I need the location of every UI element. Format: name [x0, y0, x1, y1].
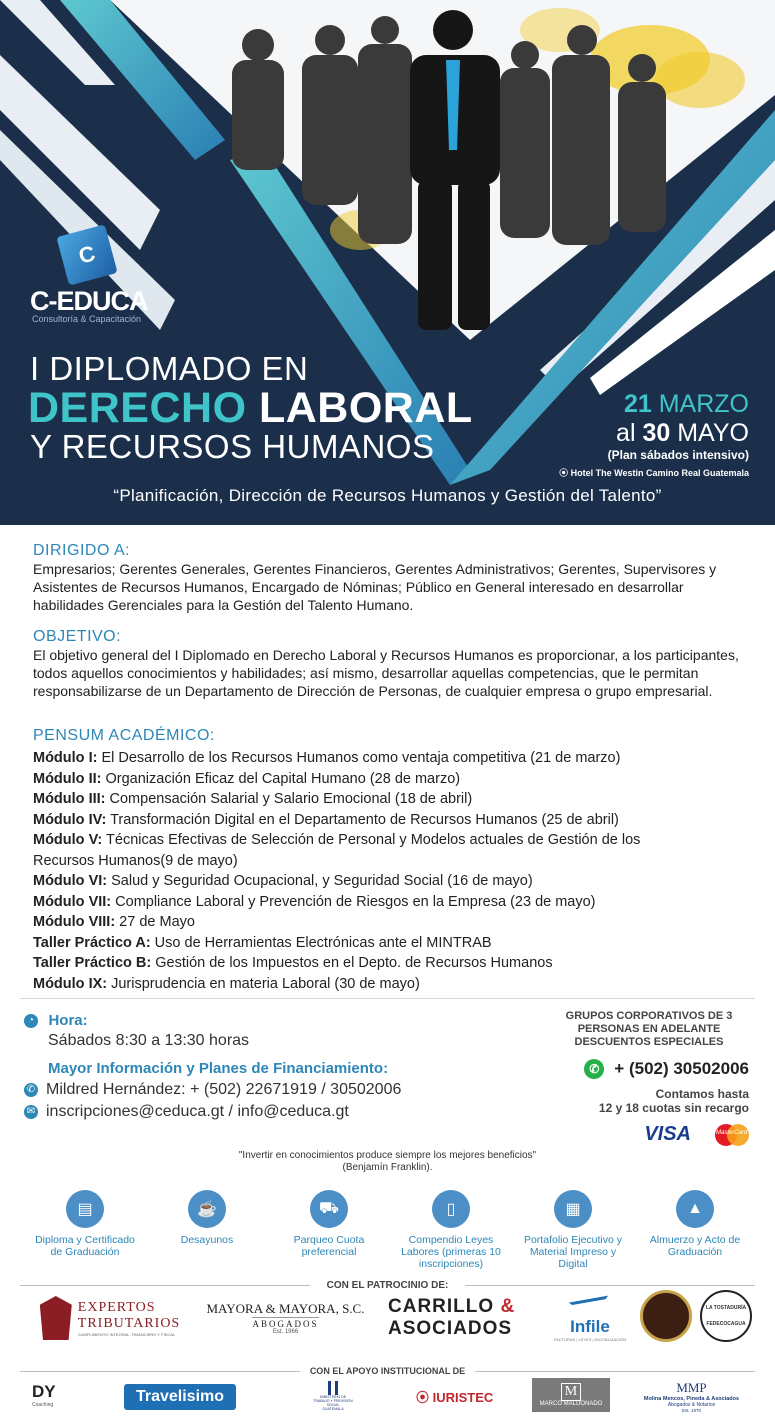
molina-mencos-logo [634, 1374, 749, 1418]
plan-note: (Plan sábados intensivo) [607, 448, 749, 462]
diploma-icon: ▤ [66, 1190, 104, 1228]
contact-heading: Mayor Información y Planes de Financiamiento: [48, 1060, 389, 1077]
quote [0, 1150, 775, 1174]
mintrab-line-3: GUATEMALA [322, 1407, 344, 1411]
mayora-logo [198, 1290, 373, 1346]
schedule-value: Sábados 8:30 a 13:30 horas [48, 1032, 250, 1049]
email-text[interactable]: inscripciones@ceduca.gt / info@ceduca.gt [46, 1103, 349, 1120]
dirigido-heading: DIRIGIDO A: [33, 542, 131, 559]
end-month: MAYO [677, 419, 749, 447]
module-text: Jurisprudencia en materia Laboral (30 de mayo) [107, 975, 420, 992]
portfolio-icon: ▦ [554, 1190, 592, 1228]
molina-mark: MMP [676, 1379, 707, 1395]
event-dates [559, 390, 749, 479]
brand-name: C-EDUCA [30, 286, 148, 316]
module-label: Módulo III: [33, 791, 106, 807]
module-text: Técnicas Efectivas de Selección de Personal y Modelos actuales de Gestión de los Recursos Humanos(9 de mayo) [33, 832, 641, 869]
infile-name: Infile [570, 1316, 610, 1336]
module-text: Compensación Salarial y Salario Emocional (18 de abril) [105, 791, 473, 807]
phone-row[interactable] [24, 1081, 524, 1099]
sponsor-logos [20, 1290, 755, 1350]
module-label: Módulo I: [33, 750, 98, 766]
benefit-item [640, 1190, 750, 1270]
module-item [33, 789, 753, 810]
divider [465, 1285, 755, 1286]
start-day: 21 [623, 390, 652, 418]
hero-banner [0, 0, 775, 525]
title-line-2 [28, 384, 473, 433]
quote-text: "Invertir en conocimientos produce siempre los mejores beneficios" [238, 1150, 537, 1161]
motto: “Planificación, Dirección de Recursos Humanos y Gestión del Talento” [113, 486, 662, 505]
module-label: Módulo VII: [33, 893, 112, 910]
location-pin-icon: ⦿ [559, 468, 571, 478]
module-item [33, 892, 753, 913]
clock-icon: ◔ [24, 1014, 38, 1028]
section-pensum [33, 727, 748, 745]
module-item [33, 912, 753, 933]
payment-cards [549, 1123, 749, 1146]
module-text: Uso de Herramientas Electrónicas ante el MINTRAB [150, 934, 492, 951]
end-day: 30 [642, 419, 671, 447]
installments-line-1: Contamos hasta [655, 1087, 749, 1101]
email-row[interactable] [24, 1103, 524, 1121]
coffee-seal-logo [640, 1290, 692, 1342]
benefit-item [152, 1190, 262, 1270]
benefit-label: Parqueo Cuota preferencial [293, 1234, 365, 1258]
carrillo-logo [388, 1290, 538, 1346]
title-word-derecho: DERECHO [28, 384, 247, 432]
module-item [33, 748, 753, 769]
quote-author: (Benjamín Franklin). [342, 1162, 433, 1173]
phone-icon: ✆ [24, 1083, 38, 1097]
iuristec-mark-icon: ⦿ [416, 1389, 433, 1405]
benefit-item [396, 1190, 506, 1270]
dirigido-text: Empresarios; Gerentes Generales, Gerentes Financieros, Gerentes Administrativos; Gerentes, Supervisores y Asistentes de Recursos Humanos, Encargado de Nóminas; Público en General interesado en desarrollar habilidades Gerenciales para la Gestión del Talento Humano. [33, 561, 717, 613]
carrillo-line-2: ASOCIADOS [388, 1318, 513, 1339]
venue-name: Hotel The Westin Camino Real Guatemala [570, 468, 749, 478]
module-label: Módulo IV: [33, 811, 107, 828]
marco-maldonado-logo [532, 1378, 610, 1412]
benefit-item [518, 1190, 628, 1270]
molina-line-2: Abogados & Notarios [667, 1401, 716, 1408]
dy-coaching-logo [32, 1374, 82, 1416]
carrillo-amp: & [500, 1296, 516, 1317]
mintrab-line-1: MINISTERIO DE [319, 1395, 347, 1399]
module-label: Taller Práctico A: [33, 934, 151, 951]
benefit-label: Portafolio Ejecutivo y Material Impreso y Digital [523, 1234, 623, 1270]
mayora-line-3: Est. 1966 [272, 1329, 299, 1335]
section-objetivo [33, 628, 748, 700]
installments-line-2: 12 y 18 cuotas sin recargo [598, 1101, 749, 1115]
dy-sub: Coaching [32, 1402, 54, 1408]
module-label: Módulo II: [33, 770, 102, 787]
carrillo-line-1: CARRILLO [388, 1296, 495, 1317]
whatsapp-number[interactable]: + (502) 30502006 [614, 1059, 749, 1078]
pensum-heading: PENSUM ACADÉMICO: [33, 727, 215, 744]
section-dirigido [33, 542, 748, 614]
module-label: Módulo VI: [33, 873, 108, 889]
module-text: Organización Eficaz del Capital Humano (28 de marzo) [101, 770, 461, 787]
molina-line-3: Est. 1970 [681, 1407, 701, 1413]
iuristec-name: IURISTEC [432, 1389, 494, 1405]
mayora-line-2: ABOGADOS [252, 1319, 319, 1329]
tostaduria-logo [700, 1290, 752, 1342]
benefit-label: Almuerzo y Acto de Graduación [649, 1234, 741, 1258]
module-item [33, 769, 753, 790]
email-icon: ✉ [24, 1105, 38, 1119]
module-text: Compliance Laboral y Prevención de Riesgos en la Empresa (23 de mayo) [111, 893, 596, 910]
benefit-item [30, 1190, 140, 1270]
divider [475, 1371, 755, 1372]
expertos-line-3: CUMPLIMIENTO INTEGRAL, FINANCIERO Y FISCAL [77, 1331, 176, 1337]
mastercard-logo [715, 1124, 749, 1146]
support-logos [20, 1374, 755, 1418]
shield-icon [40, 1296, 72, 1340]
module-label: Módulo VIII: [33, 914, 116, 930]
module-text: Transformación Digital en el Departamento de Recursos Humanos (25 de abril) [106, 811, 619, 828]
installments [549, 1087, 749, 1115]
objetivo-heading: OBJETIVO: [33, 628, 122, 645]
iuristec-logo [416, 1374, 506, 1418]
benefit-label: Diploma y Certificado de Graduación [35, 1234, 135, 1258]
whatsapp-row[interactable] [549, 1059, 749, 1079]
infile-logo [550, 1290, 630, 1350]
module-item [33, 830, 693, 871]
support-heading: CON EL APOYO INSTITUCIONAL DE [309, 1366, 466, 1376]
module-text: 27 de Mayo [115, 914, 195, 930]
module-text: Gestión de los Impuestos en el Depto. de Recursos Humanos [151, 955, 553, 971]
module-text: Salud y Seguridad Ocupacional, y Seguridad Social (16 de mayo) [107, 873, 533, 889]
mastercard-text: MasterCard [716, 1129, 748, 1136]
title-line-3: Y RECURSOS HUMANOS [30, 428, 435, 465]
module-item [33, 974, 753, 995]
group-discount-text: GRUPOS CORPORATIVOS DE 3 PERSONAS EN ADELANTE DESCUENTOS ESPECIALES [565, 1010, 733, 1048]
group-offer [549, 1010, 749, 1146]
schedule [24, 1012, 249, 1050]
expertos-line-2: TRIBUTARIOS [77, 1315, 181, 1331]
module-item [33, 933, 753, 954]
sponsors-heading: CON EL PATROCINIO DE: [326, 1280, 449, 1291]
book-icon: ▯ [432, 1190, 470, 1228]
brand-tagline: Consultoría & Capacitación [32, 314, 142, 324]
dy-text: DY [32, 1382, 56, 1401]
ceduca-logo [30, 228, 150, 328]
module-text: El Desarrollo de los Recursos Humanos como ventaja competitiva (21 de marzo) [97, 750, 621, 766]
mintrab-mark-icon [328, 1381, 338, 1395]
infile-sub: FACTURAS | LEYES | DIGITALIZACIÓN [553, 1336, 627, 1342]
divider [20, 998, 755, 999]
benefit-label: Desayunos [180, 1234, 234, 1246]
logo-cube-icon: C [56, 224, 117, 285]
tostaduria-line-2: FEDECOCAGUA [706, 1321, 746, 1327]
maldonado-name: MARCO MALDONADO [539, 1401, 603, 1407]
module-item [33, 953, 753, 974]
expertos-line-1: EXPERTOS [77, 1299, 156, 1315]
benefit-label: Compendio Leyes Labores (primeras 10 inscripciones) [401, 1234, 501, 1270]
date-prefix: al [616, 419, 636, 447]
mintrab-line-2: TRABAJO Y PREVISIÓN SOCIAL [313, 1399, 353, 1407]
module-label: Módulo IX: [33, 975, 108, 992]
contact-info [24, 1060, 524, 1121]
mayora-line-1: MAYORA & MAYORA, S.C. [206, 1301, 365, 1316]
tostaduria-line-1: LA TOSTADURÍA [705, 1305, 747, 1311]
mintrab-logo [308, 1374, 358, 1418]
module-list [33, 748, 753, 994]
schedule-heading: Hora: [48, 1012, 88, 1029]
venue [559, 466, 749, 479]
module-label: Módulo V: [33, 832, 103, 848]
molina-line-1: Molina Mencos, Pineda & Asociados [643, 1395, 740, 1402]
expertos-tributarios-logo [30, 1290, 190, 1346]
car-icon: ⛟ [310, 1190, 348, 1228]
visa-logo: VISA [644, 1123, 691, 1145]
benefits-list [30, 1190, 750, 1270]
maldonado-mark: M [561, 1383, 581, 1401]
phone-text[interactable]: Mildred Hernández: + (502) 22671919 / 30502006 [46, 1081, 402, 1098]
coffee-icon: ☕ [188, 1190, 226, 1228]
whatsapp-icon: ✆ [584, 1059, 604, 1079]
title-word-laboral: LABORAL [258, 384, 473, 432]
title-line-1: I DIPLOMADO EN [30, 350, 309, 387]
travelisimo-logo [124, 1384, 236, 1410]
module-item [33, 871, 753, 892]
graduation-cap-icon: ▲ [676, 1190, 714, 1228]
travelisimo-name: Travelisimo [135, 1388, 225, 1405]
module-item [33, 810, 753, 831]
start-month: MARZO [658, 390, 749, 418]
module-label: Taller Práctico B: [33, 955, 152, 971]
benefit-item [274, 1190, 384, 1270]
objetivo-text: El objetivo general del I Diplomado en Derecho Laboral y Recursos Humanos es proporcionar, a los participantes, todos aquellos conocimientos y habilidades; así mismo, desarrollar aquellas competencias, que le permitan responsabilizarse de un Departamento de Dirección de Personas, de cualquier empresa o grupo empresarial. [33, 647, 739, 699]
